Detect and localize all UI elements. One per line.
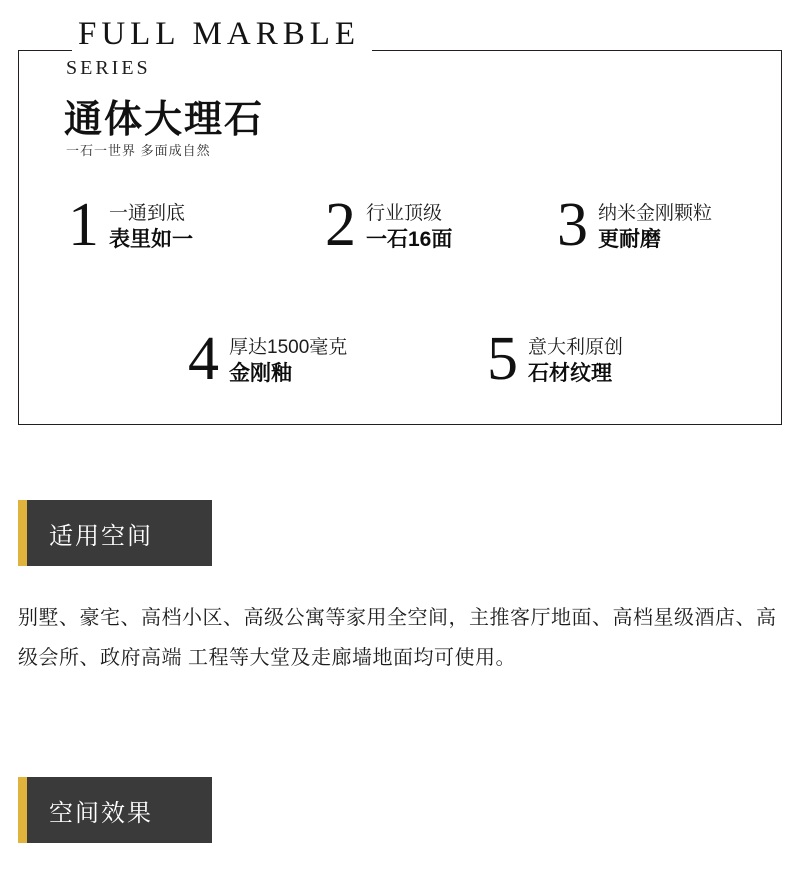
feature-line-primary: 意大利原创 [528,337,624,358]
applicable-space-paragraph: 别墅、豪宅、高档小区、高级公寓等家用全空间，主推客厅地面、高档星级酒店、高级会所、政府高端 工程等大堂及走廊墙地面均可使用。 [18,607,777,669]
feature-line-secondary: 一石16面 [366,228,453,251]
feature-item [188,325,348,393]
feature-number: 1 [68,191,99,259]
feature-text-group [109,196,193,253]
feature-text-group [366,196,452,253]
feature-number: 5 [487,325,518,393]
feature-line-secondary: 表里如一 [109,228,193,251]
feature-item [325,191,453,259]
heading-label: 适用空间 [49,522,153,550]
heading-accent-bar [18,777,27,843]
feature-line-primary: 行业顶级 [366,203,443,224]
feature-number: 4 [188,325,219,393]
feature-item [68,191,193,259]
feature-item [557,191,713,259]
heading-plate [27,777,212,843]
feature-line-primary: 一通到底 [109,203,186,224]
feature-line-secondary: 更耐磨 [598,228,661,251]
feature-text-group [229,330,347,387]
feature-number: 3 [557,191,588,259]
feature-text-group [598,196,712,253]
brand-series-en: SERIES [66,57,151,79]
brand-subtitle: 一石一世界 多面成自然 [66,143,211,158]
heading-accent-bar [18,500,27,566]
feature-number: 2 [325,191,356,259]
feature-item [487,325,624,393]
feature-text-group [528,330,623,387]
section-heading-applicable-space [18,500,212,566]
heading-label: 空间效果 [49,799,153,827]
feature-line-primary: 纳米金刚颗粒 [598,203,713,224]
feature-line-secondary: 金刚釉 [229,362,292,385]
brand-title-cn: 通体大理石 [64,99,265,141]
heading-plate [27,500,212,566]
feature-line-secondary: 石材纹理 [528,362,612,385]
brand-title-en: FULL MARBLE [72,16,372,53]
feature-line-primary: 厚达1500毫克 [229,337,348,358]
section-heading-space-effect [18,777,212,843]
